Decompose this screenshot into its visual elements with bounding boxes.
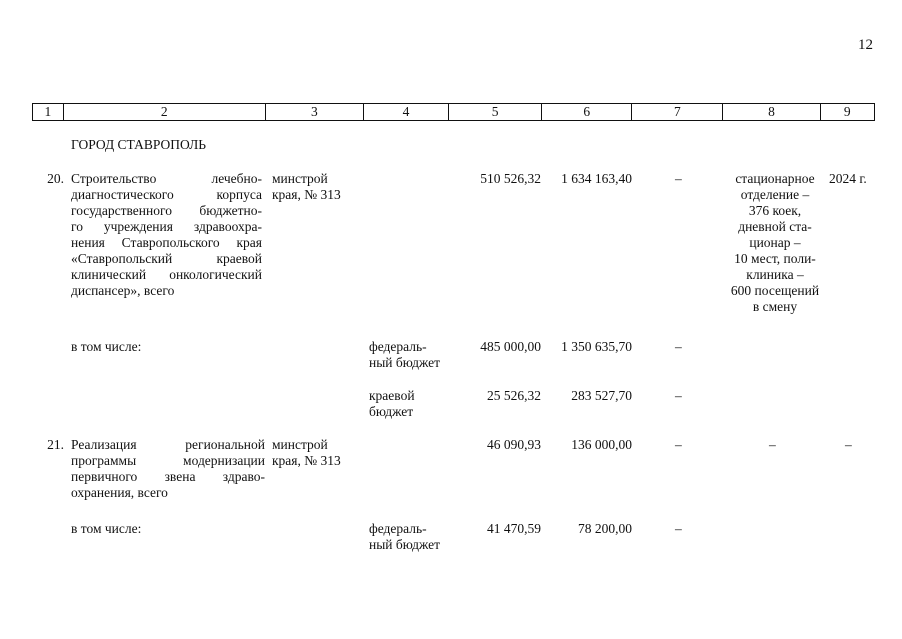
- header-cell-1: 1: [33, 104, 64, 120]
- row-executor: [272, 171, 341, 203]
- row-label: в том числе:: [71, 521, 142, 536]
- row-col5: 510 526,32: [480, 171, 541, 186]
- row-col9: 2024 г.: [829, 171, 867, 186]
- row-col6: 78 200,00: [578, 521, 632, 536]
- row-number: 21.: [47, 437, 64, 452]
- row-col8-line: 376 коек,: [748, 203, 802, 218]
- row-name-line: Реализация региональной: [71, 437, 265, 452]
- row-col8-line: в смену: [752, 299, 798, 314]
- row-label: в том числе:: [71, 339, 142, 354]
- row-col7: –: [675, 339, 682, 354]
- page-number: 12: [858, 37, 873, 53]
- row-name-line: клинический онкологический: [71, 267, 262, 282]
- row-col8-line: отделение –: [740, 187, 810, 202]
- header-cell-9: 9: [843, 104, 851, 119]
- row-source-line: федераль-: [369, 521, 427, 536]
- row-col8-line: 10 мест, поли-: [734, 251, 816, 266]
- header-cell-3: 3: [266, 104, 364, 120]
- row-name-line: программы модернизации: [71, 453, 265, 468]
- row-col5: 46 090,93: [487, 437, 541, 452]
- row-executor-line: минстрой: [272, 171, 328, 186]
- row-source-line: бюджет: [369, 404, 414, 419]
- row-name-line: нения Ставропольского края: [71, 235, 262, 250]
- row-col9: –: [845, 437, 852, 452]
- row-col5: 485 000,00: [480, 339, 541, 354]
- row-col7: –: [675, 171, 682, 186]
- header-cell-5: 5: [449, 104, 542, 120]
- row-col8-line: дневной ста-: [738, 219, 812, 234]
- row-executor: [272, 437, 341, 469]
- header-cell-2: 2: [64, 104, 266, 120]
- header-cell-4: 4: [364, 104, 449, 120]
- row-name-line: первичного звена здраво-: [71, 469, 265, 484]
- row-col8-line: 600 посещений: [730, 283, 820, 298]
- row-name-line: государственного бюджетно-: [71, 203, 262, 218]
- row-source-line: федераль-: [369, 339, 427, 354]
- row-number: 20.: [47, 171, 64, 186]
- row-name-line: «Ставропольский краевой: [71, 251, 262, 266]
- row-col8-line: клиника –: [746, 267, 804, 282]
- row-name-line: охранения, всего: [71, 485, 168, 500]
- row-name-line: Строительство лечебно-: [71, 171, 262, 186]
- row-source-line: ный бюджет: [369, 537, 441, 552]
- row-col7: –: [675, 521, 682, 536]
- row-name: [71, 437, 265, 501]
- row-source: [369, 388, 415, 420]
- header-cell-6: 6: [542, 104, 632, 120]
- header-cell-8: 8: [723, 104, 820, 120]
- row-source: [369, 521, 440, 553]
- row-col6: 1 350 635,70: [561, 339, 632, 354]
- row-executor-line: края, № 313: [272, 453, 341, 468]
- row-col7: –: [675, 437, 682, 452]
- row-col6: 1 634 163,40: [561, 171, 632, 186]
- row-col7: –: [675, 388, 682, 403]
- section-title: ГОРОД СТАВРОПОЛЬ: [71, 137, 207, 152]
- row-col5: 25 526,32: [487, 388, 541, 403]
- row-col5: 41 470,59: [487, 521, 541, 536]
- row-col8-line: ционар –: [749, 235, 801, 250]
- row-name-line: диспансер», всего: [71, 283, 175, 298]
- row-name-line: го учреждения здравоохра-: [71, 219, 262, 234]
- row-col8: –: [769, 437, 776, 452]
- row-executor-line: края, № 313: [272, 187, 341, 202]
- row-col8: [720, 171, 830, 315]
- row-col6: 136 000,00: [571, 437, 632, 452]
- table-header-row: [32, 103, 875, 121]
- row-name: [71, 171, 262, 299]
- row-name-line: диагностического корпуса: [71, 187, 262, 202]
- row-executor-line: минстрой: [272, 437, 328, 452]
- row-col8-line: стационарное: [735, 171, 815, 186]
- header-cell-7: 7: [632, 104, 723, 120]
- row-source: [369, 339, 440, 371]
- row-source-line: ный бюджет: [369, 355, 441, 370]
- row-col6: 283 527,70: [571, 388, 632, 403]
- row-source-line: краевой: [369, 388, 415, 403]
